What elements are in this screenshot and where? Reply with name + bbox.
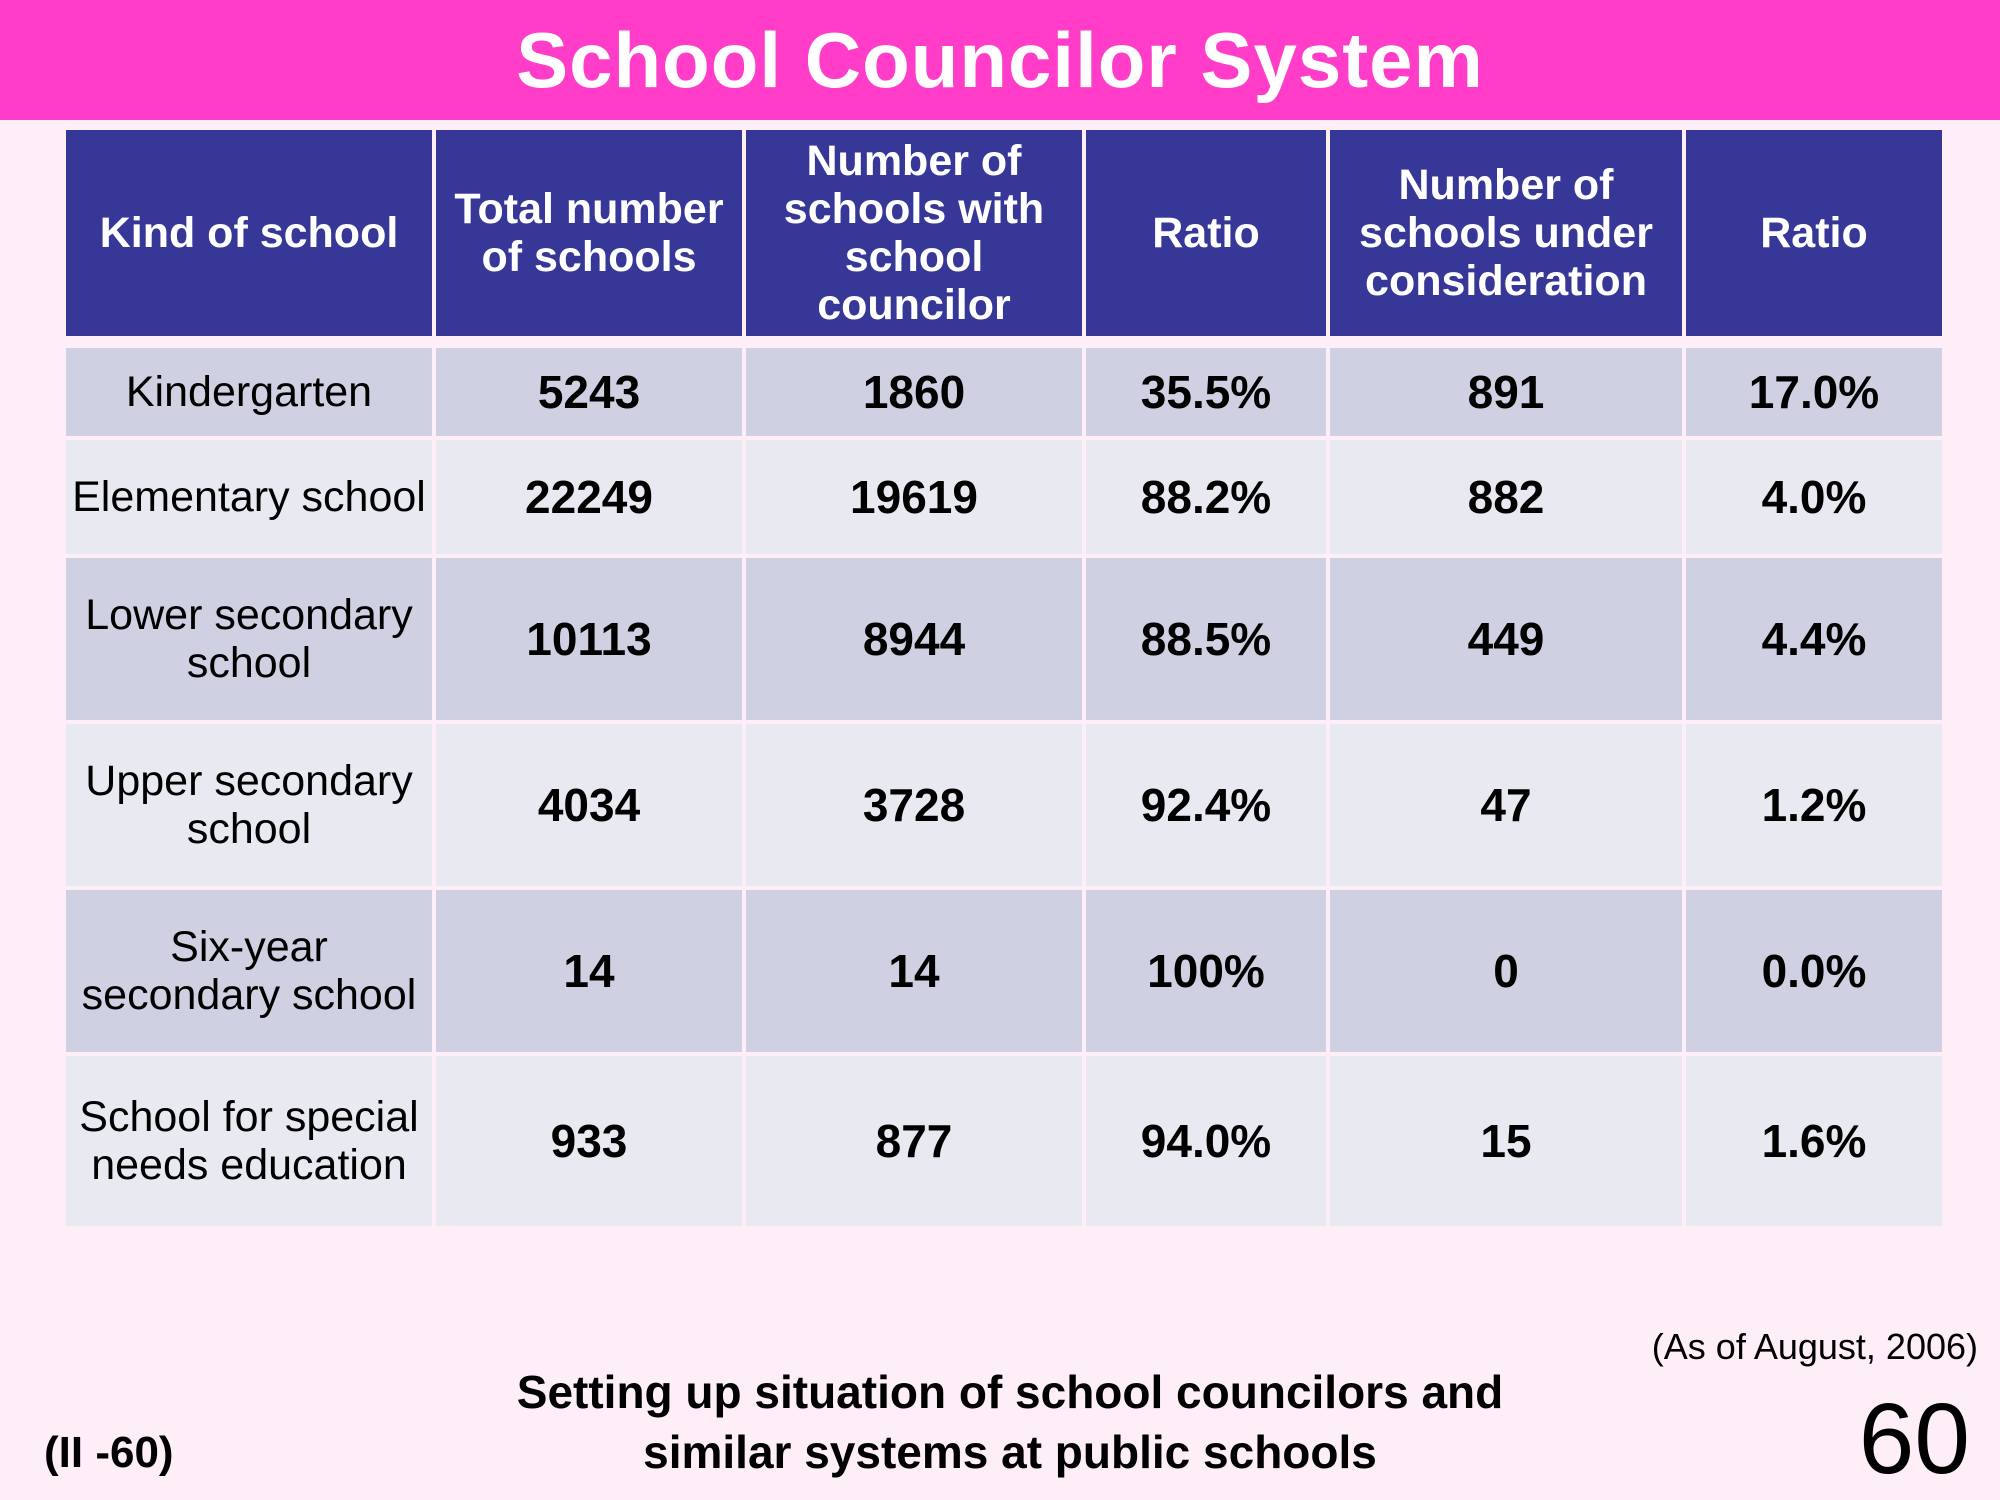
cell-with-councilor: 3728 (746, 724, 1082, 886)
cell-kind: Kindergarten (66, 348, 432, 436)
page-title: School Councilor System (516, 15, 1484, 104)
cell-total: 14 (436, 890, 742, 1052)
school-councilor-table (62, 126, 1946, 1230)
cell-with-councilor: 877 (746, 1056, 1082, 1226)
cell-kind: School for special needs education (66, 1056, 432, 1226)
cell-kind: Six-year secondary school (66, 890, 432, 1052)
cell-total: 933 (436, 1056, 742, 1226)
header-with-councilor: Number of schools with school councilor (746, 130, 1082, 336)
header-total-number: Total number of schools (436, 130, 742, 336)
cell-under-consideration: 882 (1330, 440, 1682, 554)
cell-under-consideration: 15 (1330, 1056, 1682, 1226)
header-ratio-under-consideration: Ratio (1686, 130, 1942, 336)
table-caption (460, 1362, 1560, 1482)
table-row (66, 724, 1942, 886)
page-number: 60 (1858, 1383, 1970, 1495)
cell-kind: Elementary school (66, 440, 432, 554)
table-row (66, 348, 1942, 436)
cell-ratio-consideration: 1.2% (1686, 724, 1942, 886)
table-row (66, 1056, 1942, 1226)
title-bar (0, 0, 2000, 120)
cell-with-councilor: 8944 (746, 558, 1082, 720)
cell-kind: Lower secondary school (66, 558, 432, 720)
cell-ratio: 94.0% (1086, 1056, 1326, 1226)
header-kind-of-school: Kind of school (66, 130, 432, 336)
cell-ratio: 100% (1086, 890, 1326, 1052)
cell-ratio-consideration: 0.0% (1686, 890, 1942, 1052)
table-row (66, 558, 1942, 720)
cell-under-consideration: 0 (1330, 890, 1682, 1052)
cell-ratio: 35.5% (1086, 348, 1326, 436)
table-row (66, 890, 1942, 1052)
page-code: (II -60) (44, 1428, 174, 1477)
header-ratio-with-councilor: Ratio (1086, 130, 1326, 336)
header-under-consideration: Number of schools under consideration (1330, 130, 1682, 336)
cell-under-consideration: 47 (1330, 724, 1682, 886)
caption-line-1: Setting up situation of school councilors and (516, 1366, 1504, 1418)
cell-with-councilor: 1860 (746, 348, 1082, 436)
cell-ratio-consideration: 4.4% (1686, 558, 1942, 720)
cell-ratio-consideration: 17.0% (1686, 348, 1942, 436)
cell-under-consideration: 449 (1330, 558, 1682, 720)
cell-ratio: 92.4% (1086, 724, 1326, 886)
as-of-date: (As of August, 2006) (1651, 1326, 1978, 1367)
cell-total: 4034 (436, 724, 742, 886)
cell-with-councilor: 19619 (746, 440, 1082, 554)
cell-ratio-consideration: 4.0% (1686, 440, 1942, 554)
cell-total: 10113 (436, 558, 742, 720)
cell-total: 5243 (436, 348, 742, 436)
caption-line-2: similar systems at public schools (643, 1426, 1377, 1478)
cell-kind: Upper secondary school (66, 724, 432, 886)
table-row (66, 440, 1942, 554)
cell-total: 22249 (436, 440, 742, 554)
cell-ratio: 88.2% (1086, 440, 1326, 554)
cell-ratio-consideration: 1.6% (1686, 1056, 1942, 1226)
table-header-row (66, 130, 1942, 336)
cell-with-councilor: 14 (746, 890, 1082, 1052)
cell-under-consideration: 891 (1330, 348, 1682, 436)
cell-ratio: 88.5% (1086, 558, 1326, 720)
